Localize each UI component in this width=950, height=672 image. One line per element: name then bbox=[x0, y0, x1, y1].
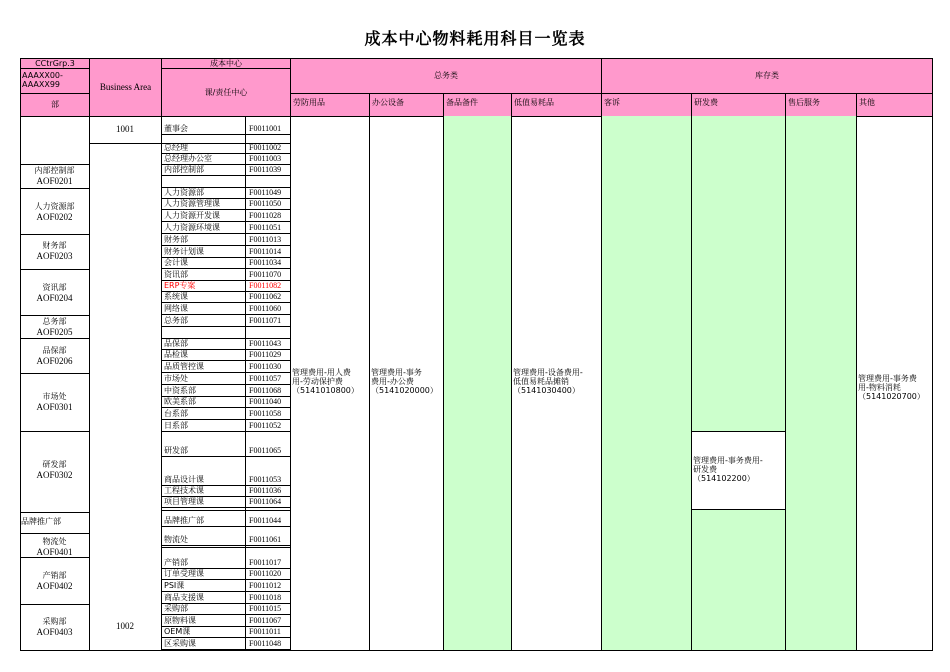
col-rnd-expense: 研发费 bbox=[691, 93, 786, 117]
cost-center-code: F0011060 bbox=[249, 304, 282, 313]
dept-brand bbox=[20, 517, 90, 527]
dept-name: 采购部 bbox=[42, 617, 67, 626]
col-after-sales: 售后服务 bbox=[785, 93, 857, 117]
header-business-area: Business Area bbox=[89, 58, 162, 117]
cost-center-name: 物流处 bbox=[164, 535, 188, 544]
cost-center-name: 采购部 bbox=[164, 604, 188, 613]
col-customer-complaint: 客诉 bbox=[601, 93, 692, 117]
dept-name: 研发部 bbox=[42, 460, 67, 469]
header-ccgrp: CCtrGrp.3 bbox=[20, 58, 90, 69]
cost-center-code: F0011018 bbox=[249, 593, 282, 602]
col-office-equipment: 办公设备 bbox=[369, 93, 444, 117]
cost-center-code: F0011062 bbox=[249, 292, 282, 301]
dept-code: AOF0301 bbox=[36, 402, 73, 412]
cost-center-name: 人力资源开发课 bbox=[164, 211, 220, 220]
cost-center-name: 品质管控课 bbox=[164, 362, 204, 371]
cost-center-code: F0011070 bbox=[249, 270, 282, 279]
dept-code: AOF0202 bbox=[36, 212, 73, 222]
cost-center-name: 商品支援课 bbox=[164, 593, 204, 602]
cost-center-code: F0011040 bbox=[249, 397, 282, 406]
cost-center-name: PSI课 bbox=[164, 581, 185, 590]
cost-center-name: 系统课 bbox=[164, 292, 188, 301]
cost-center-name: 市场处 bbox=[164, 374, 188, 383]
cost-center-code: F0011029 bbox=[249, 350, 282, 359]
page-title: 成本中心物料耗用科目一览表 bbox=[364, 29, 586, 48]
header-dept: 部 bbox=[20, 93, 90, 117]
dept-code: AOF0402 bbox=[36, 581, 73, 591]
fill-customer-complaint bbox=[601, 116, 691, 651]
cost-center-name: 资讯部 bbox=[164, 270, 188, 279]
col-other: 其他 bbox=[856, 93, 933, 117]
dept-general-affairs bbox=[20, 317, 89, 337]
cost-center-code: F0011011 bbox=[249, 627, 281, 636]
cost-center-name: 总务部 bbox=[164, 316, 188, 325]
dept-finance bbox=[20, 241, 89, 261]
col-labor-protection: 劳防用品 bbox=[290, 93, 370, 117]
cost-center-code: F0011065 bbox=[249, 446, 282, 455]
cost-center-code: F0011013 bbox=[249, 235, 282, 244]
cost-center-code: F0011030 bbox=[249, 362, 282, 371]
expense-rnd: 管理费用-事务费用- 研发费 （514102200） bbox=[693, 456, 763, 483]
cost-center-name: 董事会 bbox=[164, 124, 188, 133]
expense-low-value: 管理费用-设备费用- 低值易耗品摊销 （5141030400） bbox=[513, 368, 583, 395]
cost-center-code: F0011002 bbox=[249, 143, 282, 152]
cost-center-name: 网络课 bbox=[164, 304, 188, 313]
dept-name: 品牌推广部 bbox=[21, 517, 61, 526]
dept-name: 市场处 bbox=[42, 392, 67, 401]
header-code-range bbox=[20, 68, 90, 94]
header-inventory: 库存类 bbox=[601, 58, 933, 94]
cost-center-code: F0011052 bbox=[249, 421, 282, 430]
cost-center-code: F0011053 bbox=[249, 475, 282, 484]
dept-name: 物流处 bbox=[42, 537, 67, 546]
dept-code: AOF0205 bbox=[36, 327, 73, 337]
cost-center-name: 研发部 bbox=[164, 446, 188, 455]
dept-logistics bbox=[20, 537, 89, 557]
expense-other: 管理费用-事务费 用-物料消耗 （5141020700） bbox=[858, 374, 925, 401]
cost-center-code: F0011014 bbox=[249, 247, 282, 256]
dept-code: AOF0403 bbox=[36, 627, 73, 637]
cost-center-code: F0011068 bbox=[249, 386, 282, 395]
cost-center-name: 项目管理课 bbox=[164, 497, 204, 506]
cost-center-name: 会计课 bbox=[164, 258, 188, 267]
cost-center-name: 原物料课 bbox=[164, 616, 196, 625]
dept-rnd bbox=[20, 460, 89, 480]
col-spare-parts: 备品备件 bbox=[443, 93, 512, 117]
expense-labor-protection: 管理费用-用人费 用-劳动保护费 （5141010800） bbox=[292, 368, 359, 395]
dept-name: 内部控制部 bbox=[34, 166, 75, 175]
dept-internal-control bbox=[20, 166, 89, 186]
dept-name: 品保部 bbox=[42, 346, 67, 355]
cost-center-code: F0011043 bbox=[249, 339, 282, 348]
business-area-1001: 1001 bbox=[116, 124, 134, 134]
dept-name: 资讯部 bbox=[42, 283, 67, 292]
cost-center-name: 财务部 bbox=[164, 235, 188, 244]
cost-center-name: 人力资源环境课 bbox=[164, 223, 220, 232]
dept-hr bbox=[20, 202, 89, 222]
cost-center-code: F0011061 bbox=[249, 535, 282, 544]
cost-center-code: F0011067 bbox=[249, 616, 282, 625]
dept-marketing bbox=[20, 392, 89, 412]
dept-it bbox=[20, 283, 89, 303]
cost-center-code: F0011050 bbox=[249, 199, 282, 208]
dept-code: AOF0302 bbox=[36, 470, 73, 480]
cost-center-name: 产销部 bbox=[164, 558, 188, 567]
cost-center-code: F0011020 bbox=[249, 569, 282, 578]
expense-office: 管理费用-事务 费用-办公费 （5141020000） bbox=[371, 368, 438, 395]
dept-purchasing bbox=[20, 617, 89, 637]
cost-center-name: 总经理办公室 bbox=[164, 154, 212, 163]
dept-name: 财务部 bbox=[42, 241, 67, 250]
cost-center-code: F0011034 bbox=[249, 258, 282, 267]
cost-center-name: 财务计划课 bbox=[164, 247, 204, 256]
header-code-range-start: AAAXX00- bbox=[22, 71, 63, 80]
header-code-range-end: AAAXX99 bbox=[22, 80, 61, 89]
cost-center-code: F0011015 bbox=[249, 604, 282, 613]
dept-code: AOF0204 bbox=[36, 293, 73, 303]
cost-center-code: F0011036 bbox=[249, 486, 282, 495]
cost-center-code: F0011058 bbox=[249, 409, 282, 418]
cost-center-code: F0011001 bbox=[249, 124, 282, 133]
cost-center-code: F0011051 bbox=[249, 223, 282, 232]
dept-name: 人力资源部 bbox=[34, 202, 75, 211]
col-low-value-consumables: 低值易耗品 bbox=[511, 93, 602, 117]
cost-center-code: F0011039 bbox=[249, 165, 282, 174]
cost-center-code: F0011012 bbox=[249, 581, 282, 590]
dept-quality bbox=[20, 346, 89, 366]
cost-center-name: 总经理 bbox=[164, 143, 188, 152]
fill-rnd-lower bbox=[691, 509, 785, 651]
header-section-responsible: 课/责任中心 bbox=[161, 68, 291, 117]
cost-center-code: F0011028 bbox=[249, 211, 282, 220]
header-general-affairs: 总务类 bbox=[290, 58, 602, 94]
cost-center-code: F0011017 bbox=[249, 558, 282, 567]
dept-code: AOF0201 bbox=[36, 176, 73, 186]
cost-center-name: 订单受理课 bbox=[164, 569, 204, 578]
dept-production-sales bbox=[20, 571, 89, 591]
cost-center-name: 品保部 bbox=[164, 339, 188, 348]
business-area-1002: 1002 bbox=[116, 621, 134, 631]
dept-name: 产销部 bbox=[42, 571, 67, 580]
fill-spare-parts bbox=[443, 116, 511, 651]
cost-center-name: 中资系部 bbox=[164, 386, 196, 395]
cost-center-name: 品检课 bbox=[164, 350, 188, 359]
cost-center-name: 区采购课 bbox=[164, 639, 196, 648]
cost-center-code: F0011071 bbox=[249, 316, 282, 325]
cost-center-code: F0011044 bbox=[249, 516, 282, 525]
cost-center-name: 商品设计课 bbox=[164, 475, 204, 484]
cost-center-name: 工程技术课 bbox=[164, 486, 204, 495]
cost-center-code: F0011003 bbox=[249, 154, 282, 163]
dept-code: AOF0206 bbox=[36, 356, 73, 366]
cost-center-name: 人力资源管理课 bbox=[164, 199, 220, 208]
cost-center-name: 日系部 bbox=[164, 421, 188, 430]
cost-center-code: F0011057 bbox=[249, 374, 282, 383]
cost-center-code: F0011082 bbox=[249, 281, 282, 290]
dept-name: 总务部 bbox=[42, 317, 67, 326]
cost-center-name: 品牌推广部 bbox=[164, 516, 204, 525]
cost-center-name: 欧美系部 bbox=[164, 397, 196, 406]
fill-rnd-upper bbox=[691, 116, 785, 432]
cost-center-name: 台系部 bbox=[164, 409, 188, 418]
dept-code: AOF0401 bbox=[36, 547, 73, 557]
dept-code: AOF0203 bbox=[36, 251, 73, 261]
cost-center-name: OEM课 bbox=[164, 627, 191, 636]
cost-center-code: F0011048 bbox=[249, 639, 282, 648]
cost-center-name: 内部控制部 bbox=[164, 165, 204, 174]
cost-center-name: ERP专案 bbox=[164, 281, 196, 290]
header-cost-center: 成本中心 bbox=[161, 58, 291, 69]
cost-center-code: F0011064 bbox=[249, 497, 282, 506]
cost-center-code: F0011049 bbox=[249, 188, 282, 197]
fill-after-sales bbox=[785, 116, 856, 651]
cost-center-name: 人力资源部 bbox=[164, 188, 204, 197]
